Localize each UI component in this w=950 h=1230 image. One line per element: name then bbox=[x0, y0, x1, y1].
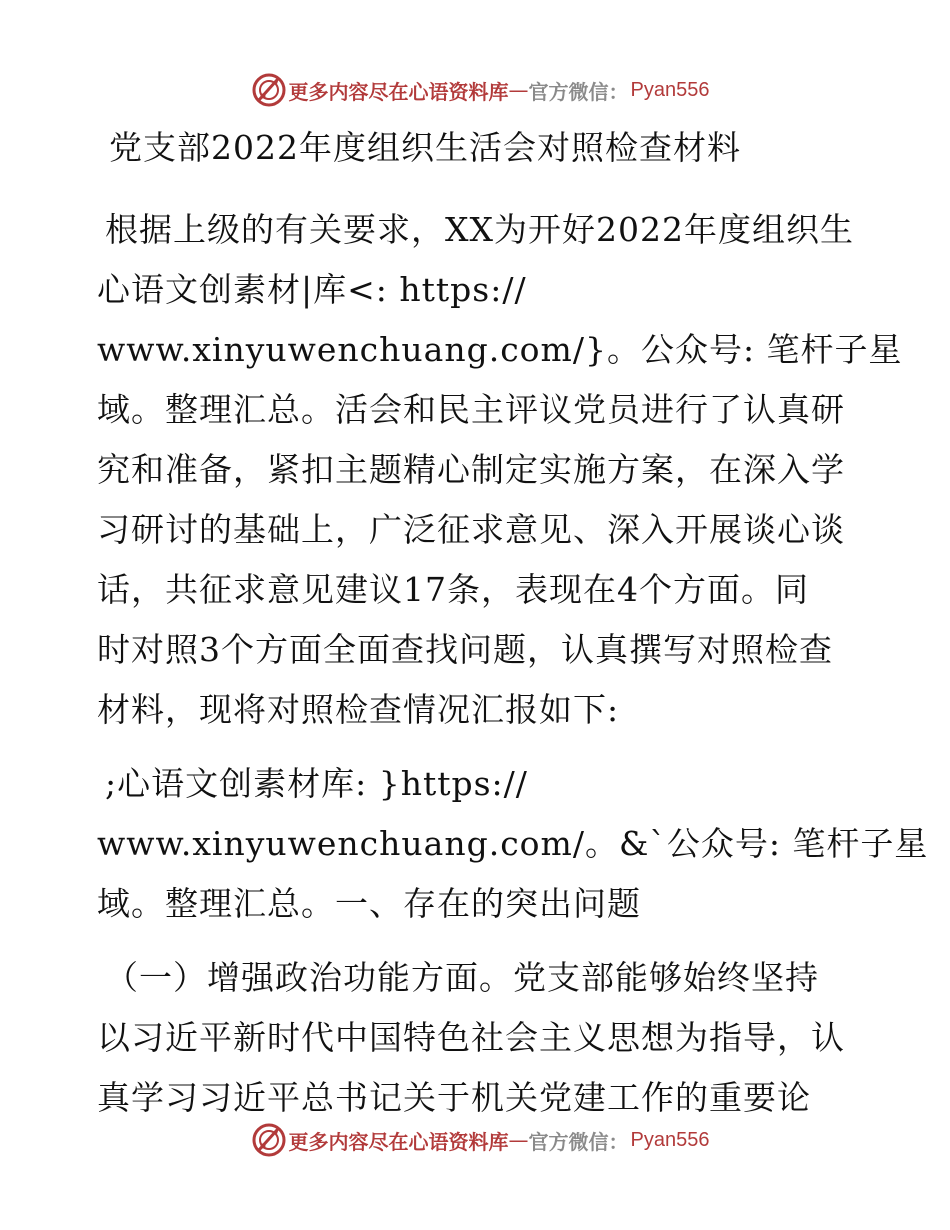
paragraph-political-function bbox=[97, 948, 857, 1128]
text-line: 真学习习近平总书记关于机关党建工作的重要论 bbox=[97, 1078, 811, 1117]
document-body bbox=[97, 122, 929, 1128]
text-line: www.xinyuwenchuang.com/。&`公众号: 笔杆子星 bbox=[97, 824, 929, 863]
text-line: 究和准备，紧扣主题精心制定实施方案，在深入学 bbox=[97, 450, 845, 489]
banner-content bbox=[251, 72, 710, 108]
header-banner bbox=[0, 70, 950, 110]
footer-banner bbox=[0, 1120, 950, 1160]
paragraph-intro bbox=[97, 200, 903, 740]
banner-separator: — bbox=[508, 78, 529, 102]
banner-site-text: 更多内容尽在心语资料库 bbox=[288, 1129, 509, 1154]
red-circular-logo-icon bbox=[251, 72, 287, 108]
text-line: 心语文创素材|库<: https:// bbox=[97, 270, 527, 309]
document-title: 党支部2022年度组织生活会对照检查材料 bbox=[109, 128, 741, 167]
banner-wechat-label: 官方微信： bbox=[528, 79, 629, 104]
text-line: 材料，现将对照检查情况汇报如下: bbox=[97, 690, 620, 729]
text-line: 根据上级的有关要求，XX为开好2022年度组织生 bbox=[105, 210, 854, 249]
text-line: 习研讨的基础上，广泛征求意见、深入开展谈心谈 bbox=[97, 510, 845, 549]
text-line: 域。整理汇总。一、存在的突出问题 bbox=[97, 884, 641, 923]
red-circular-logo-icon bbox=[251, 1122, 287, 1158]
paragraph-section-one bbox=[97, 754, 929, 934]
banner-content bbox=[251, 1122, 710, 1158]
text-line: 以习近平新时代中国特色社会主义思想为指导，认 bbox=[97, 1018, 845, 1057]
banner-wechat-id: Pyan556 bbox=[630, 1128, 710, 1151]
text-line: www.xinyuwenchuang.com/}。公众号: 笔杆子星 bbox=[97, 330, 903, 369]
banner-wechat-label: 官方微信： bbox=[528, 1129, 629, 1154]
text-line: （一）增强政治功能方面。党支部能够始终坚持 bbox=[105, 958, 819, 997]
text-line: ;心语文创素材库: }https:// bbox=[105, 764, 528, 803]
banner-wechat-id: Pyan556 bbox=[630, 78, 710, 101]
text-line: 时对照3个方面全面查找问题，认真撰写对照检查 bbox=[97, 630, 833, 669]
text-line: 域。整理汇总。活会和民主评议党员进行了认真研 bbox=[97, 390, 845, 429]
banner-separator: — bbox=[508, 1128, 529, 1152]
text-line: 话，共征求意见建议17条，表现在4个方面。同 bbox=[97, 570, 809, 609]
banner-site-text: 更多内容尽在心语资料库 bbox=[288, 79, 509, 104]
